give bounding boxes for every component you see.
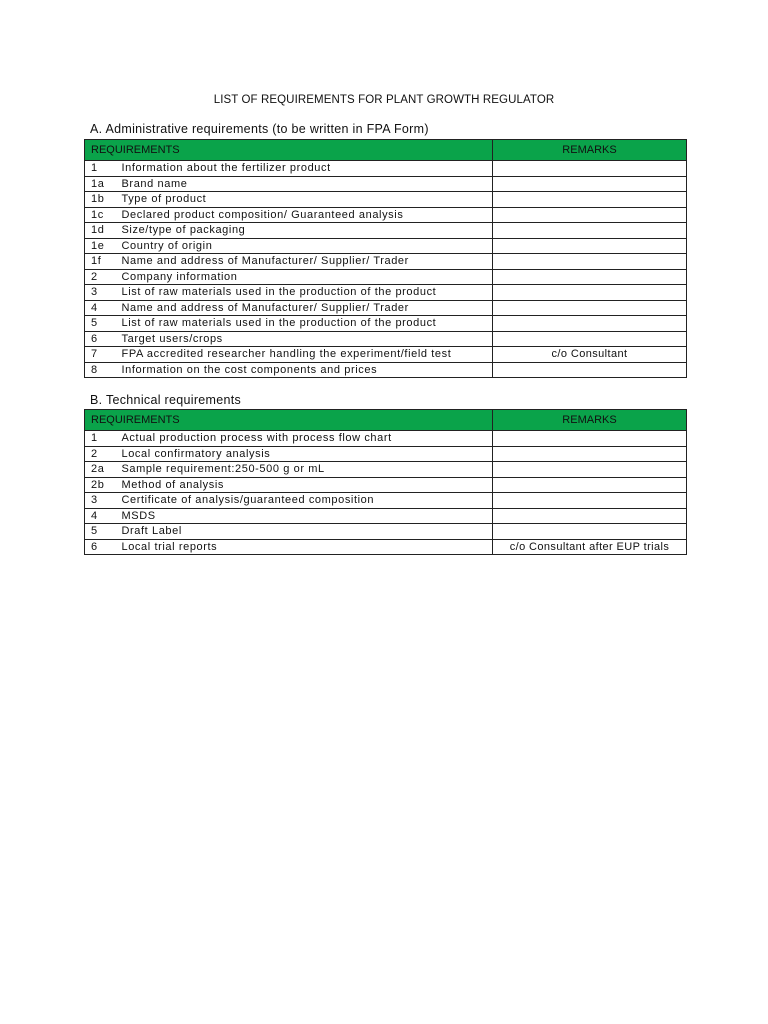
requirement-text: FPA accredited researcher handling the experiment/field test (111, 347, 493, 363)
requirement-text: Actual production process with process flow chart (111, 431, 493, 447)
requirement-number: 2 (85, 446, 111, 462)
remark-cell (493, 446, 687, 462)
requirement-text: Type of product (111, 192, 493, 208)
remark-cell (493, 508, 687, 524)
remark-cell (493, 254, 687, 270)
requirement-text: Information on the cost components and prices (111, 362, 493, 378)
table-body (85, 161, 687, 378)
remark-cell (493, 493, 687, 509)
table-row (85, 269, 687, 285)
requirements-column-header: REQUIREMENTS (85, 140, 493, 161)
requirement-number: 3 (85, 493, 111, 509)
remark-cell (493, 431, 687, 447)
table-row (85, 362, 687, 378)
requirement-text: MSDS (111, 508, 493, 524)
requirement-number: 5 (85, 316, 111, 332)
remark-cell (493, 161, 687, 177)
technical-requirements-table (84, 409, 687, 555)
requirement-text: Company information (111, 269, 493, 285)
requirement-number: 1f (85, 254, 111, 270)
requirement-text: List of raw materials used in the production of the product (111, 316, 493, 332)
requirements-column-header: REQUIREMENTS (85, 410, 493, 431)
requirement-text: Name and address of Manufacturer/ Supplier/ Trader (111, 300, 493, 316)
table-row (85, 316, 687, 332)
table-row (85, 431, 687, 447)
remark-cell (493, 331, 687, 347)
remark-cell (493, 316, 687, 332)
requirement-text: Local confirmatory analysis (111, 446, 493, 462)
remark-cell (493, 524, 687, 540)
requirement-text: Certificate of analysis/guaranteed composition (111, 493, 493, 509)
requirement-number: 1a (85, 176, 111, 192)
table-row (85, 524, 687, 540)
remark-cell: c/o Consultant after EUP trials (493, 539, 687, 555)
table-row (85, 493, 687, 509)
requirement-text: Declared product composition/ Guaranteed analysis (111, 207, 493, 223)
remarks-column-header: REMARKS (493, 410, 687, 431)
remark-cell (493, 269, 687, 285)
remark-cell (493, 176, 687, 192)
table-row (85, 446, 687, 462)
table-row (85, 462, 687, 478)
requirement-number: 3 (85, 285, 111, 301)
requirement-text: Sample requirement:250-500 g or mL (111, 462, 493, 478)
requirement-text: Target users/crops (111, 331, 493, 347)
document-title: LIST OF REQUIREMENTS FOR PLANT GROWTH REGULATOR (213, 94, 555, 106)
requirement-number: 8 (85, 362, 111, 378)
table-row (85, 238, 687, 254)
remark-cell (493, 285, 687, 301)
table-row (85, 176, 687, 192)
remark-cell (493, 362, 687, 378)
requirement-text: Method of analysis (111, 477, 493, 493)
remarks-column-header: REMARKS (493, 140, 687, 161)
remark-cell (493, 300, 687, 316)
table-row (85, 347, 687, 363)
table-row (85, 192, 687, 208)
table-row (85, 285, 687, 301)
remark-cell (493, 477, 687, 493)
table-row (85, 331, 687, 347)
requirement-number: 1 (85, 161, 111, 177)
section-a-heading: A. Administrative requirements (to be written in FPA Form) (90, 122, 429, 136)
table-body (85, 431, 687, 555)
requirement-text: Brand name (111, 176, 493, 192)
requirement-text: Name and address of Manufacturer/ Supplier/ Trader (111, 254, 493, 270)
remark-cell (493, 223, 687, 239)
requirement-text: Local trial reports (111, 539, 493, 555)
section-b-heading: B. Technical requirements (90, 393, 242, 407)
administrative-requirements-table (84, 139, 687, 378)
requirement-number: 2 (85, 269, 111, 285)
table-row (85, 161, 687, 177)
requirement-text: List of raw materials used in the production of the product (111, 285, 493, 301)
table-row (85, 477, 687, 493)
requirement-number: 4 (85, 300, 111, 316)
requirement-text: Country of origin (111, 238, 493, 254)
remark-cell (493, 238, 687, 254)
requirement-number: 1d (85, 223, 111, 239)
requirement-number: 6 (85, 331, 111, 347)
table-header-row (85, 410, 687, 431)
table-row (85, 223, 687, 239)
requirement-text: Draft Label (111, 524, 493, 540)
requirement-number: 2a (85, 462, 111, 478)
remark-cell: c/o Consultant (493, 347, 687, 363)
table-row (85, 300, 687, 316)
requirement-text: Information about the fertilizer product (111, 161, 493, 177)
remark-cell (493, 462, 687, 478)
table-row (85, 539, 687, 555)
table-row (85, 207, 687, 223)
requirement-text: Size/type of packaging (111, 223, 493, 239)
requirement-number: 2b (85, 477, 111, 493)
requirement-number: 1c (85, 207, 111, 223)
remark-cell (493, 207, 687, 223)
remark-cell (493, 192, 687, 208)
table-row (85, 508, 687, 524)
table-row (85, 254, 687, 270)
requirement-number: 7 (85, 347, 111, 363)
requirement-number: 1b (85, 192, 111, 208)
requirement-number: 1e (85, 238, 111, 254)
requirement-number: 5 (85, 524, 111, 540)
requirement-number: 4 (85, 508, 111, 524)
requirement-number: 1 (85, 431, 111, 447)
requirement-number: 6 (85, 539, 111, 555)
table-header-row (85, 140, 687, 161)
